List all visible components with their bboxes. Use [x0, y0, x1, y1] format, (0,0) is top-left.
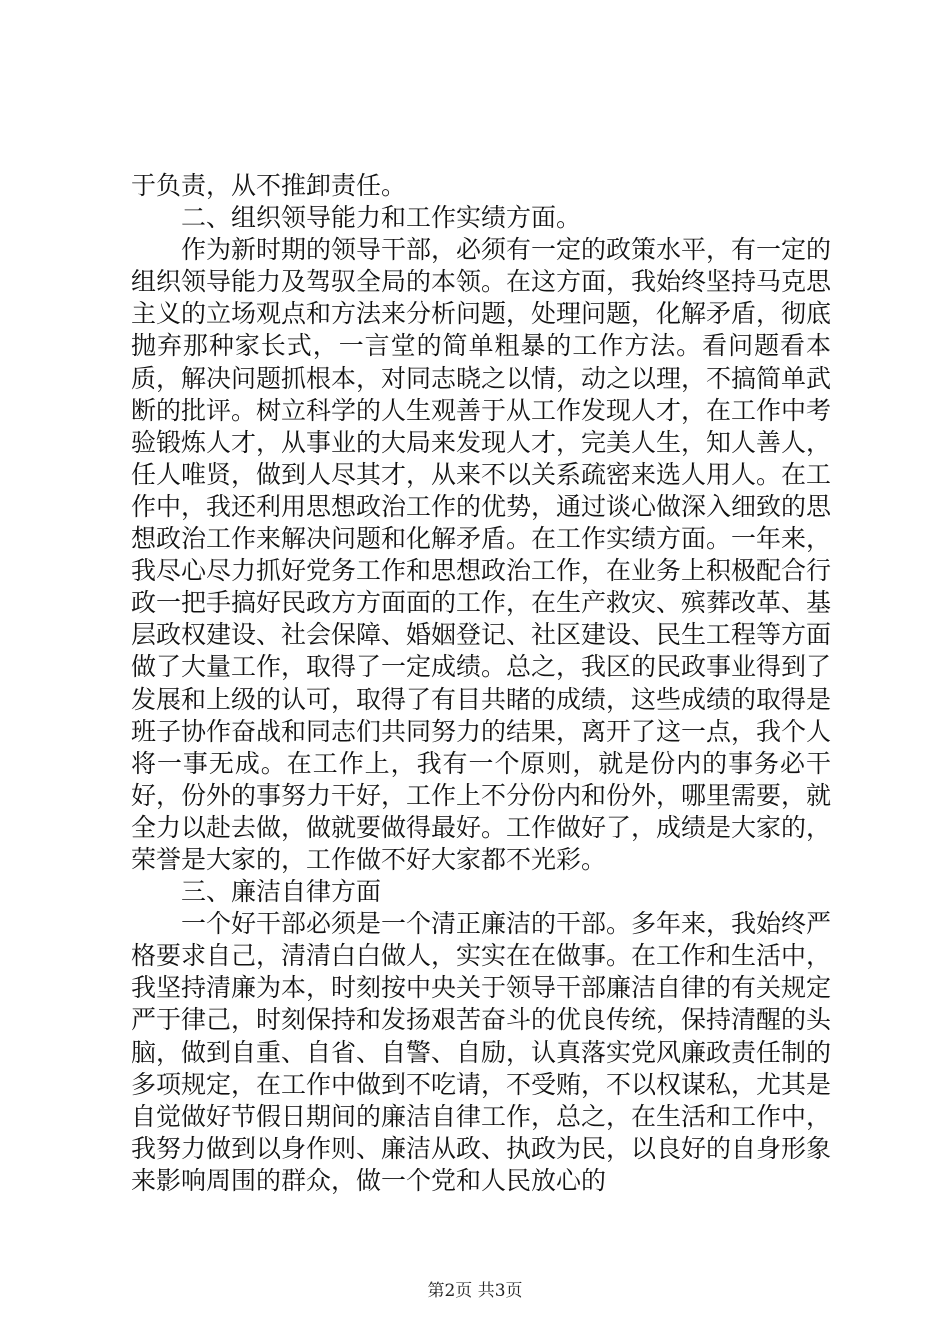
document-body	[131, 170, 831, 1197]
paragraph-continuation: 于负责，从不推卸责任。	[131, 171, 407, 200]
page-number-footer: 第2页 共3页	[427, 1281, 523, 1301]
paragraph-leadership: 作为新时期的领导干部，必须有一定的政策水平，有一定的组织领导能力及驾驭全局的本领。在这方面，我始终坚持马克思主义的立场观点和方法来分析问题，处理问题，化解矛盾，彻底抛弃那种家长式，一言堂的简单粗暴的工作方法。看问题看本质，解决问题抓根本，对同志晓之以情，动之以理，不搞简单武断的批评。树立科学的人生观善于从工作发现人才，在工作中考验锻炼人才，从事业的大局来发现人才，完美人生，知人善人，任人唯贤，做到人尽其才，从来不以关系疏密来选人用人。在工作中，我还利用思想政治工作的优势，通过谈心做深入细致的思想政治工作来解决问题和化解矛盾。在工作实绩方面。一年来，我尽心尽力抓好党务工作和思想政治工作，在业务上积极配合行政一把手搞好民政方方面面的工作，在生产救灾、殡葬改革、基层政权建设、社会保障、婚姻登记、社区建设、民生工程等方面做了大量工作，取得了一定成绩。总之，我区的民政事业得到了发展和上级的认可，取得了有目共睹的成绩，这些成绩的取得是班子协作奋战和同志们共同努力的结果，离开了这一点，我个人将一事无成。在工作上，我有一个原则，就是份内的事务必干好，份外的事努力干好，工作上不分份内和份外，哪里需要，就全力以赴去做，做就要做得最好。工作做好了，成绩是大家的，荣誉是大家的，工作做不好大家都不光彩。	[131, 235, 832, 874]
section-heading-integrity: 三、廉洁自律方面	[181, 877, 382, 907]
paragraph-integrity: 一个好干部必须是一个清正廉洁的干部。多年来，我始终严格要求自己，清清白白做人，实实在在做事。在工作和生活中，我坚持清廉为本，时刻按中央关于领导干部廉洁自律的有关规定严于律己，时刻保持和发扬艰苦奋斗的优良传统，保持清醒的头脑，做到自重、自省、自警、自励，认真落实党风廉政责任制的多项规定，在工作中做到不吃请，不受贿，不以权谋私，尤其是自觉做好节假日期间的廉洁自律工作，总之，在生活和工作中，我努力做到以身作则、廉洁从政、执政为民，以良好的自身形象来影响周围的群众，做一个党和人民放心的	[131, 909, 832, 1195]
section-heading-leadership: 二、组织领导能力和工作实绩方面。	[181, 203, 582, 233]
